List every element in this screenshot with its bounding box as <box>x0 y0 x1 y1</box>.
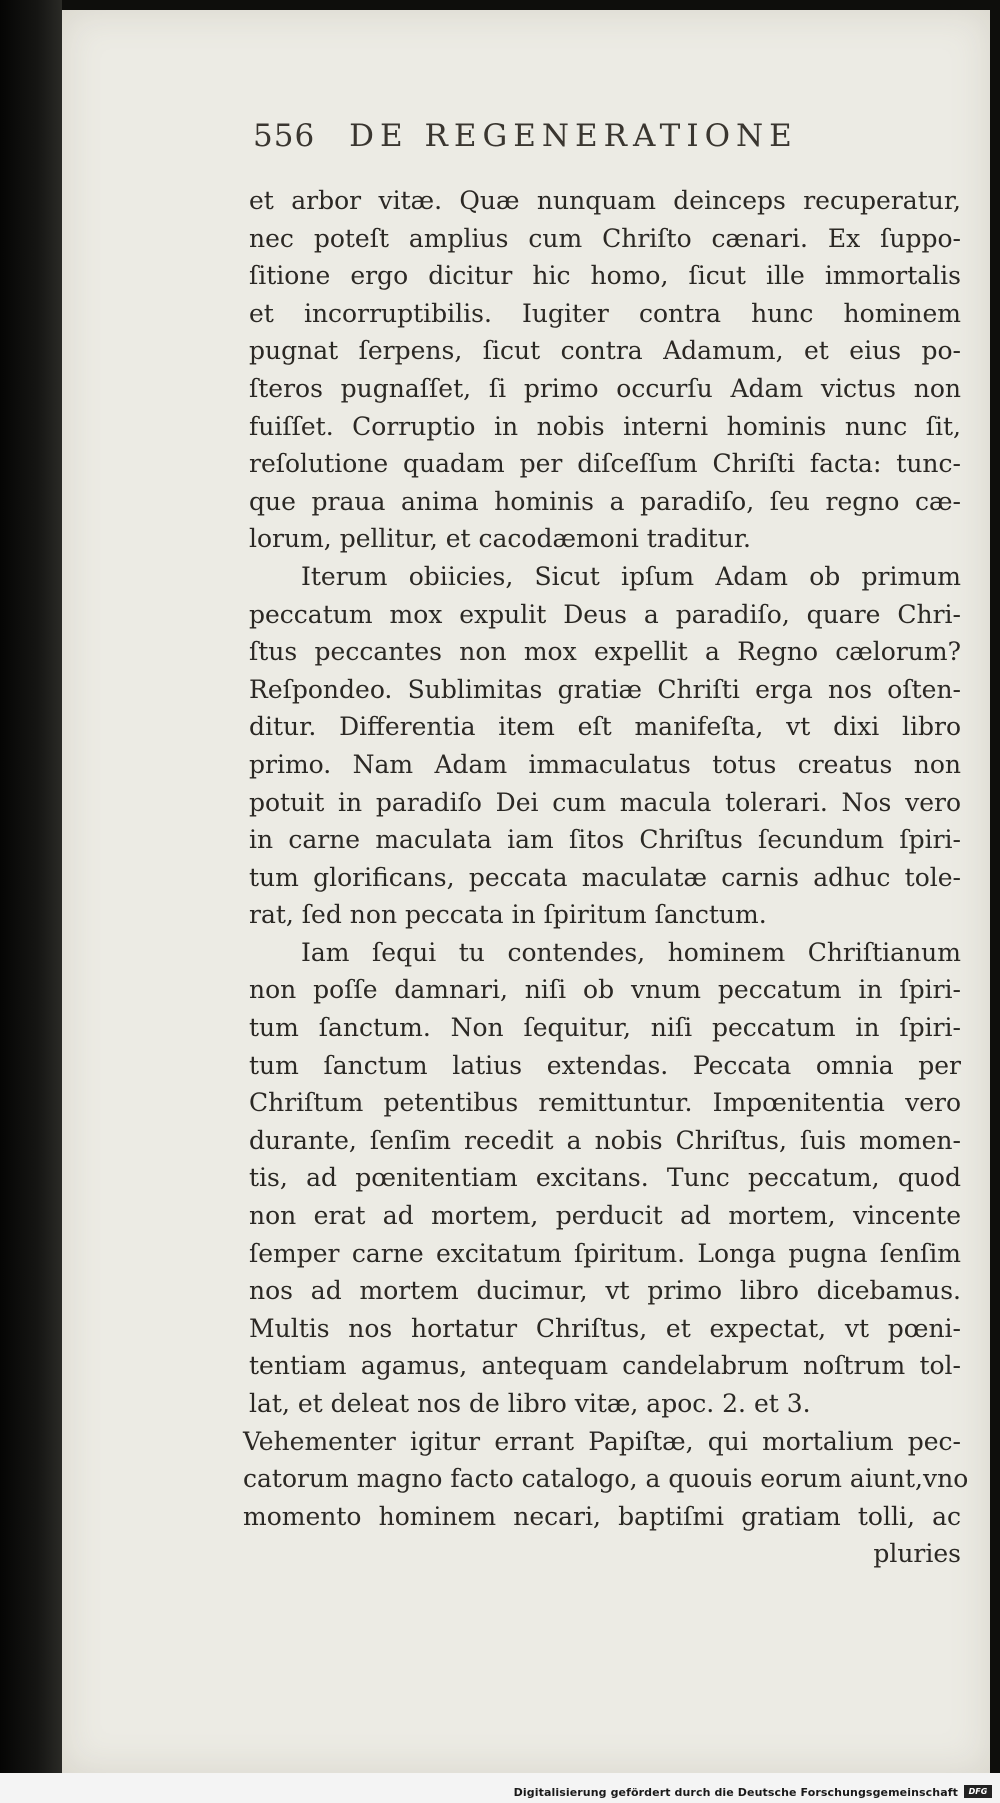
text-line: tum ſanctum. Non ſequitur, niſi peccatum in ſpiri- <box>249 1013 961 1043</box>
paragraph-start-line: Iterum obiicies, Sicut ipſum Adam ob primum <box>301 561 961 591</box>
text-line: Reſpondeo. Sublimitas gratiæ Chriſti erga nos oſten- <box>249 674 961 704</box>
text-line: lorum, pellitur, et cacodæmoni traditur. <box>249 524 751 554</box>
text-line: reſolutione quadam per diſceſſum Chriſti facta: tunc- <box>249 449 961 479</box>
text-line: fuiſſet. Corruptio in nobis interni hominis nunc ſit, <box>249 411 961 441</box>
text-line: Multis nos hortatur Chriſtus, et expectat, vt pœni- <box>249 1313 961 1343</box>
text-line: lat, et deleat nos de libro vitæ, apoc. 2. et 3. <box>249 1389 811 1418</box>
text-line: momento hominem necari, baptiſmi gratiam tolli, ac <box>243 1501 961 1531</box>
text-line: ſtus peccantes non mox expellit a Regno cælorum? <box>249 637 961 667</box>
text-line: ſteros pugnaſſet, ſi primo occurſu Adam victus non <box>249 373 961 403</box>
page-number: 556 <box>253 118 316 154</box>
book-spine-shadow <box>0 0 62 1803</box>
text-line: nec poteſt amplius cum Chriſto cænari. Ex ſuppo- <box>249 223 961 253</box>
text-line: catorum magno facto catalogo, a quouis eorum aiunt,vno <box>243 1464 969 1494</box>
text-line: non poſſe damnari, niſi ob vnum peccatum in ſpiri- <box>249 975 961 1005</box>
text-line: rat, ſed non peccata in ſpiritum ſanctum. <box>249 900 767 930</box>
text-line: tum ſanctum latius extendas. Peccata omnia per <box>249 1050 961 1080</box>
text-line: potuit in paradiſo Dei cum macula tolerari. Nos vero <box>249 787 961 817</box>
text-line: pugnat ſerpens, ſicut contra Adamum, et eius po- <box>249 336 961 366</box>
text-line: durante, ſenſim recedit a nobis Chriſtus, ſuis momen- <box>249 1125 961 1155</box>
paragraph-start-line: Vehementer igitur errant Papiſtæ, qui mortalium pec- <box>243 1426 961 1456</box>
text-line: Chriſtum petentibus remittuntur. Impœnitentia vero <box>249 1088 961 1118</box>
catchword: pluries <box>873 1539 961 1569</box>
text-line: primo. Nam Adam immaculatus totus creatus non <box>249 749 961 779</box>
text-line: tis, ad pœnitentiam excitans. Tunc peccatum, quod <box>249 1163 961 1193</box>
paragraph-start-line: Iam ſequi tu contendes, hominem Chriſtianum <box>301 937 961 967</box>
text-line: peccatum mox expulit Deus a paradiſo, quare Chri- <box>249 599 961 629</box>
text-line: ſitione ergo dicitur hic homo, ſicut ille immortalis <box>249 261 961 291</box>
text-line: ditur. Differentia item eſt manifeſta, vt dixi libro <box>249 712 961 742</box>
text-line: tum glorificans, peccata maculatæ carnis adhuc tole- <box>249 862 961 892</box>
dfg-logo-icon: DFG <box>964 1785 992 1798</box>
running-head-title: DE REGENERATIONE <box>349 118 798 154</box>
running-header <box>253 118 798 154</box>
funding-credit: Digitalisierung gefördert durch die Deutsche Forschungsgemeinschaft <box>513 1786 958 1799</box>
text-line: nos ad mortem ducimur, vt primo libro dicebamus. <box>249 1276 961 1306</box>
text-line: non erat ad mortem, perducit ad mortem, vincente <box>249 1201 961 1231</box>
text-line: tentiam agamus, antequam candelabrum noſtrum tol- <box>249 1351 961 1381</box>
text-line: et incorruptibilis. Iugiter contra hunc hominem <box>249 298 961 328</box>
body-text <box>243 182 969 1573</box>
text-line: ſemper carne excitatum ſpiritum. Longa pugna ſenſim <box>249 1238 961 1268</box>
text-line: que praua anima hominis a paradiſo, ſeu regno cæ- <box>249 486 961 516</box>
text-line: in carne maculata iam ſitos Chriſtus ſecundum ſpiri- <box>249 825 961 855</box>
text-line: et arbor vitæ. Quæ nunquam deinceps recuperatur, <box>249 186 961 215</box>
